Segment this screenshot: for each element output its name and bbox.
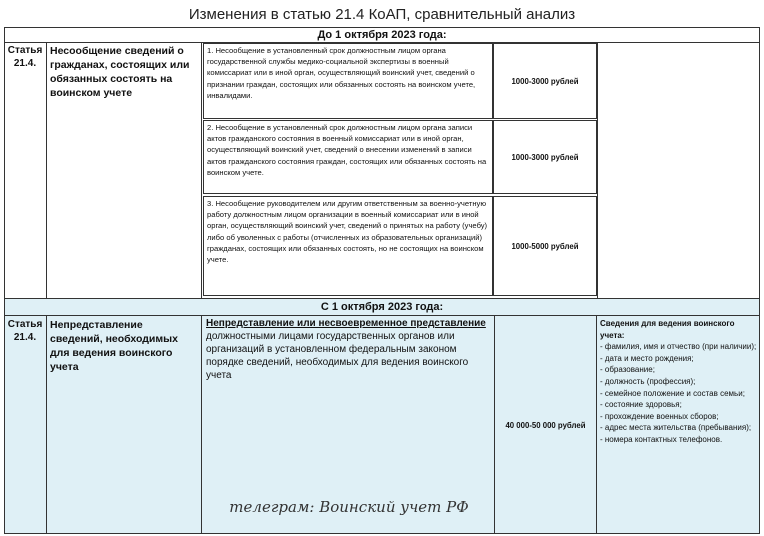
telegram-footer: телеграм: Воинский учет РФ [229, 498, 469, 516]
before-article: Статья 21.4. [4, 42, 47, 298]
info-title: Сведения для ведения воинского учета: [600, 319, 735, 340]
before-penalty-1: 1000-3000 рублей [493, 43, 597, 119]
after-article: Статья 21.4. [4, 316, 47, 534]
after-info-list [597, 316, 760, 534]
section-before-header: До 1 октября 2023 года: [317, 29, 447, 41]
info-item: - номера контактных телефонов. [600, 434, 723, 444]
before-item-3: 3. Несообщение руководителем или другим ответственным за военно-учетную работу должностным лицом организации в военный комиссариат или в иной орган, осуществляющий воинский учет, сведений о принятых на работу (учебу) либо об уволенных с работы (отчисленных из образовательных организаций) гражданах, состоящих или обязанных состоять, но не состоящих на воинском учете. [203, 196, 493, 296]
info-item: - фамилия, имя и отчество (при наличии); [600, 342, 757, 352]
info-item: - семейное положение и состав семьи; [600, 388, 745, 398]
after-penalty: 40 000-50 000 рублей [495, 316, 597, 534]
before-penalty-2: 1000-3000 рублей [493, 120, 597, 194]
page-title: Изменения в статью 21.4 КоАП, сравнительный анализ [188, 6, 576, 23]
before-item-1: 1. Несообщение в установленный срок должностным лицом органа государственной службы медико-социальной экспертизы в военный комиссариат или в иной орган, осуществляющий воинский учет, сведений о признании граждан, состоящих или обязанных состоять на воинском учете, инвалидами. [203, 43, 493, 119]
info-item: - образование; [600, 365, 655, 375]
section-after-header: С 1 октября 2023 года: [320, 301, 444, 313]
info-item: - состояние здоровья; [600, 400, 682, 410]
before-empty-cell [597, 42, 760, 298]
after-offense-name: Непредставление сведений, необходимых для ведения воинского учета [47, 316, 202, 534]
after-description-rest: должностными лицами государственных органов или организаций в установленном федеральным законом порядке сведений, необходимых для ведения воинского учета [206, 331, 469, 381]
info-item: - адрес места жительства (пребывания); [600, 423, 752, 433]
before-offense-name: Несообщение сведений о гражданах, состоящих или обязанных состоять на воинском учете [47, 42, 202, 298]
info-item: - дата и место рождения; [600, 353, 694, 363]
after-description-lead: Непредставление или несвоевременное представление [206, 318, 486, 329]
before-item-2: 2. Несообщение в установленный срок должностным лицом органа записи актов гражданского состояния в военный комиссариат или в иной орган, осуществляющий воинский учет, сведений о внесении изменений в записи актов гражданского состояния граждан, состоящих или обязанных состоять на воинском учете. [203, 120, 493, 194]
before-penalty-3: 1000-5000 рублей [493, 196, 597, 296]
info-item: - должность (профессия); [600, 376, 696, 386]
info-item: - прохождение военных сборов; [600, 411, 719, 421]
